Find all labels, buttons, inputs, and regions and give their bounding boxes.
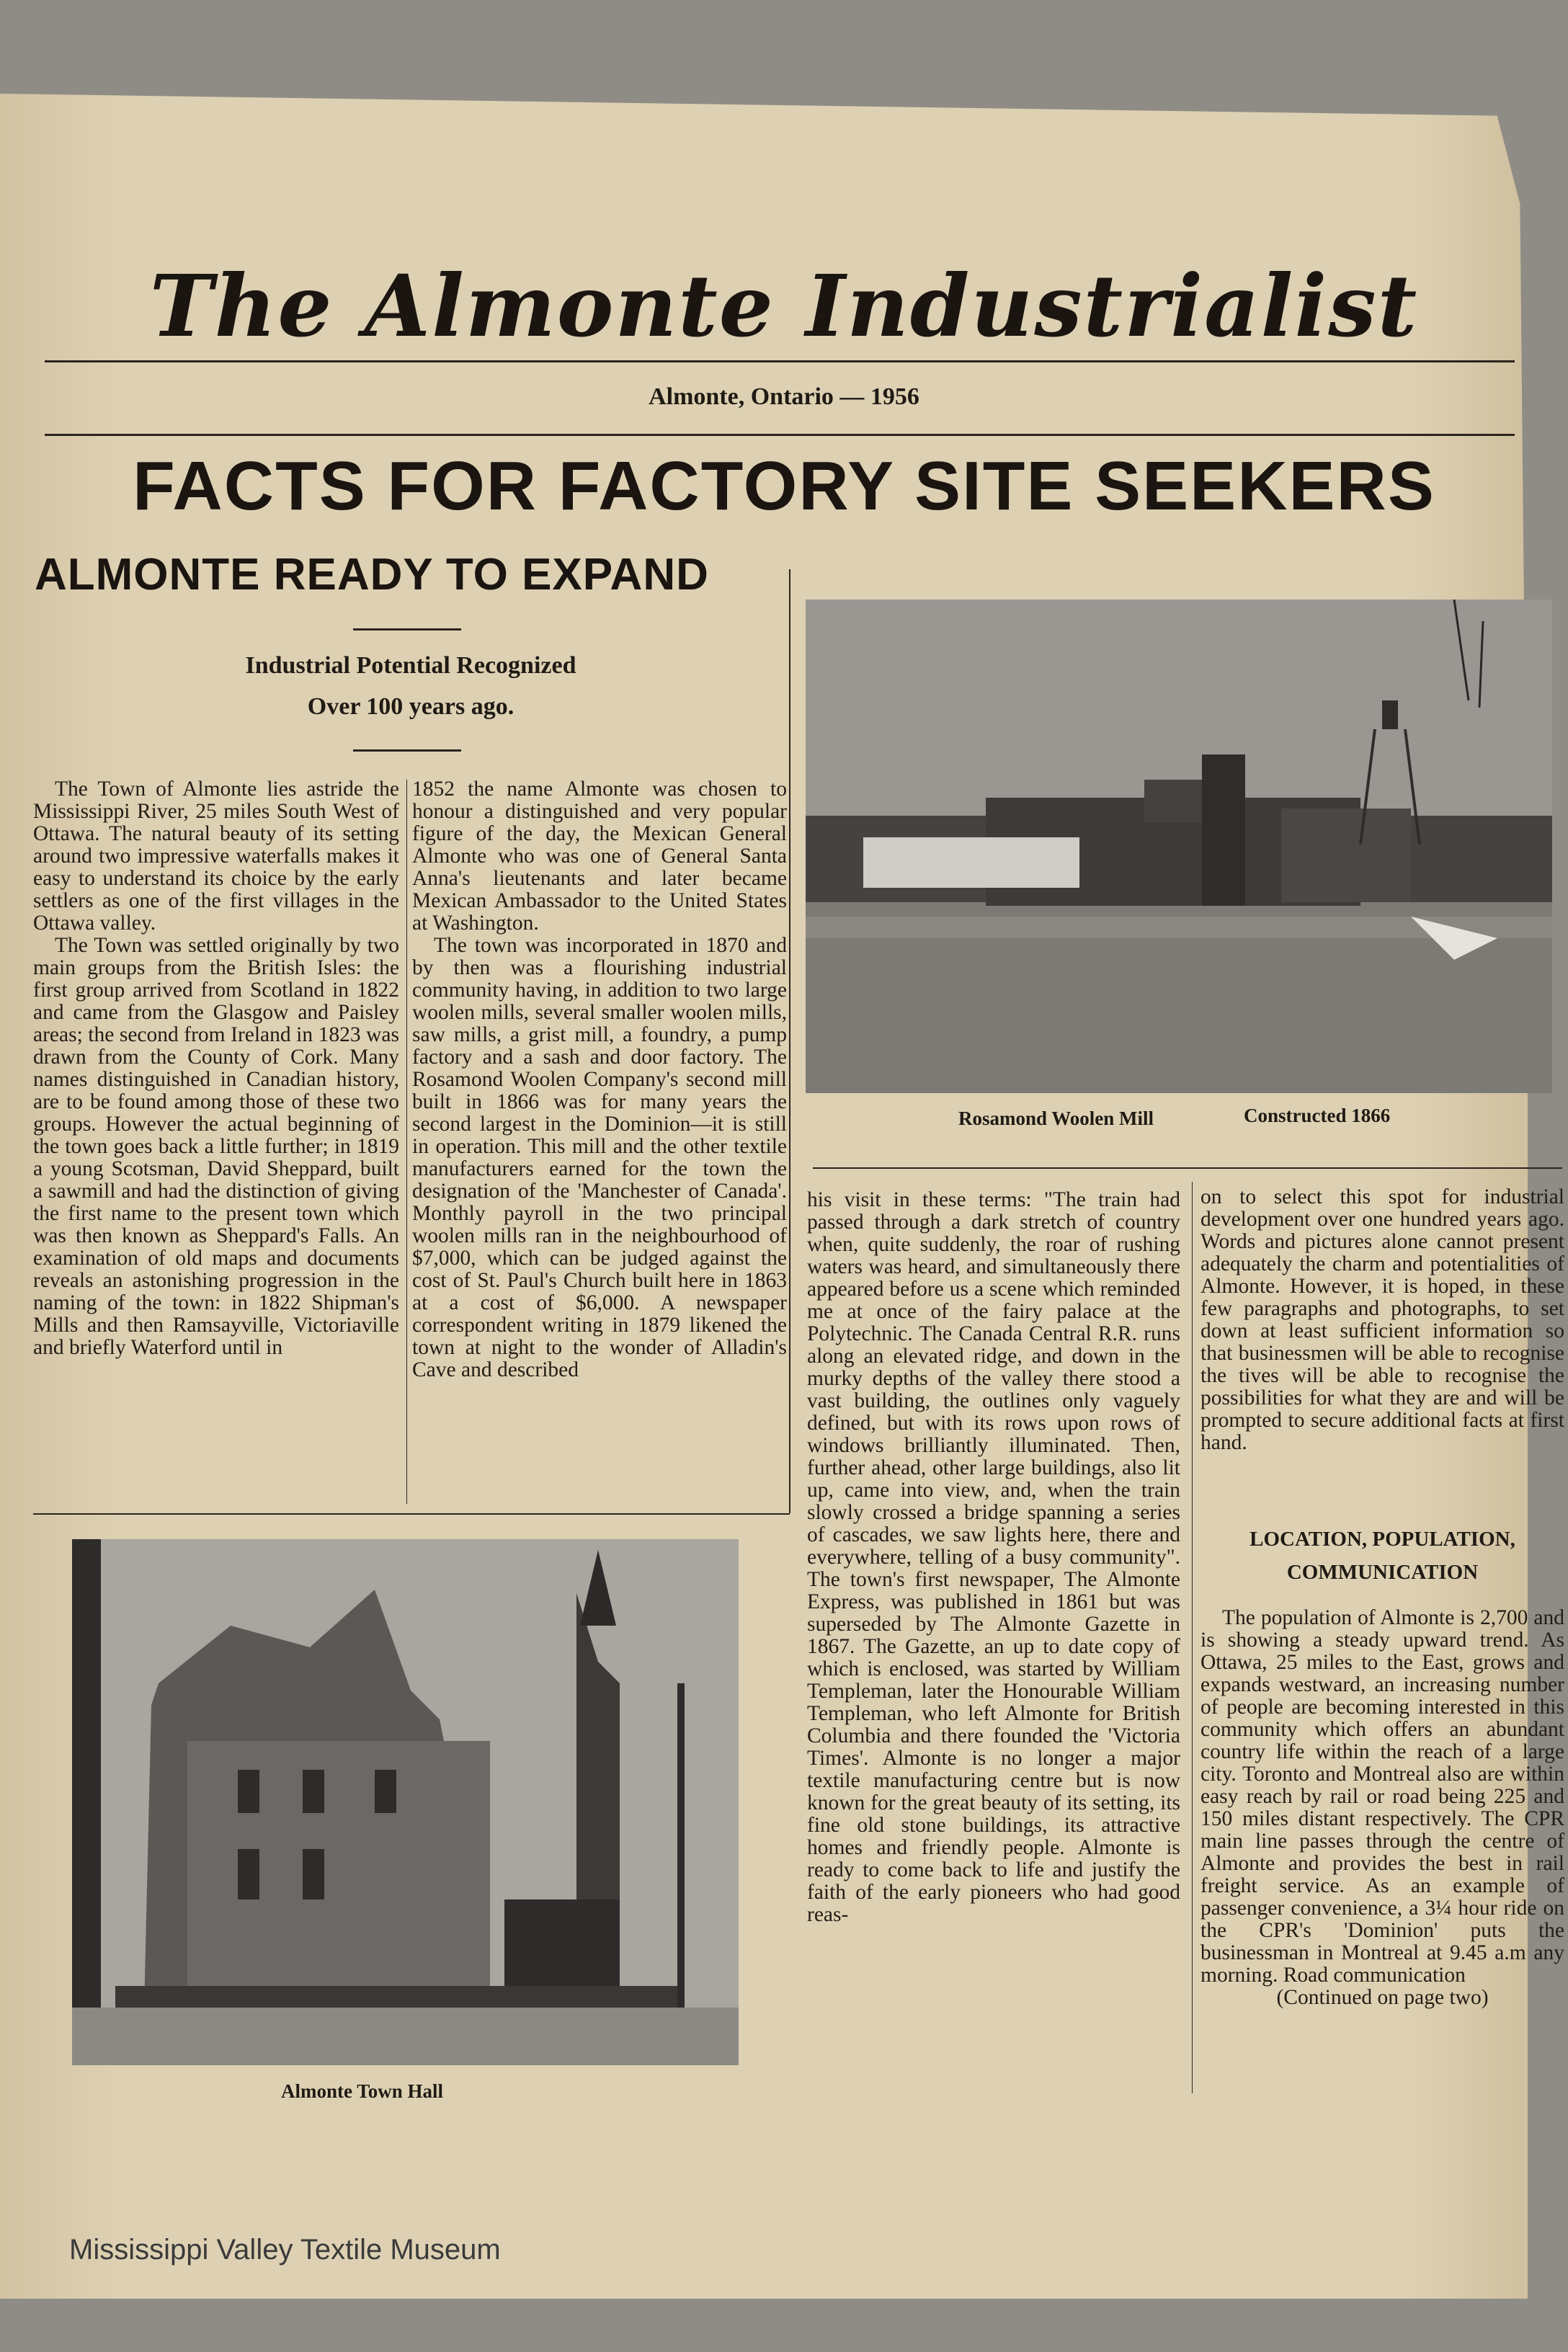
section-rule	[33, 1513, 790, 1515]
short-rule	[353, 628, 461, 631]
article-column-4	[1200, 1186, 1564, 1454]
paragraph: his visit in these terms: "The train had passed through a dark stretch of country when, quite suddenly, the roar of rushing waters was heard, and simultaneously there appeared before us a scene which reminded me at once of the fairy palace at the Polytechnic. The Canada Central R.R. runs along an elevated ridge, and down in the murky depths of the valley there stood a vast building, the outlines only vaguely defined, but with its rows upon rows of windows brilliantly illuminated. Then, further ahead, other large buildings, also lit up, came into view, and, when the train slowly crossed a bridge spanning a series of cascades, we saw lights here, there and everywhere, telling of a busy community". The town's first newspaper, The Almonte Express, was published in 1861 but was superseded by The Almonte Gazette in 1867. The Gazette, an up to date copy of which is enclosed, was started by William Templeman, later the Honourable William Templeman, who left Almonte for British Columbia and there founded the 'Victoria Times'. Almonte is no longer a major textile manufacturing centre but is now known for the great beauty of its setting, its fine old stone buildings, its attractive homes and friendly people. Almonte is ready to come back to life and justify the faith of the early pioneers who had good reas-	[807, 1188, 1180, 1926]
dateline: Almonte, Ontario — 1956	[649, 383, 919, 410]
paragraph: The population of Almonte is 2,700 and is showing a steady upward trend. As Ottawa, 25 miles to the East, grows and expands westward, an increasing number of people are becoming interested in this community which offers an abundant country life within the reach of a large city. Toronto and Montreal also are within easy reach by rail or road being 225 and 150 miles distant respectively. The CPR main line passes through the centre of Almonte and provides the best in rail freight service. As an example of passenger convenience, a 3¼ hour ride on the CPR's 'Dominion' puts the businessman in Montreal at 9.45 a.m any morning. Road communication	[1200, 1606, 1564, 1987]
masthead-rule-top	[45, 360, 1515, 362]
column-divider	[789, 569, 790, 1513]
masthead-title: The Almonte Industrialist	[149, 256, 1419, 356]
paragraph: on to select this spot for industrial development over one hundred years ago. Words and pictures alone cannot present adequately the charm and potentialities of Almonte. However, it is hoped, in these few paragraphs and photographs, to set down at least sufficient information so that businessmen will be able to recognise the tives will be able to recognise the possibilities for what they are and will be prompted to secure additional facts at first hand.	[1200, 1185, 1564, 1454]
column-divider	[1192, 1182, 1193, 2093]
column-divider	[406, 780, 407, 1504]
rosamond-mill-photo	[806, 600, 1552, 1093]
continued-note: (Continued on page two)	[1276, 1986, 1489, 2009]
section-heading-2: COMMUNICATION	[1286, 1561, 1479, 1584]
paragraph: 1852 the name Almonte was chosen to honour a distinguished and very popular figure of the day, the Mexican General Almonte who was one of General Santa Anna's lieutenants and later became Mexican Ambassador to the United States at Washington.	[412, 778, 787, 935]
paragraph: The Town was settled originally by two main groups from the British Isles: the first group arrived from Scotland in 1822 and came from the Glasgow and Paisley areas; the second from Ireland in 1823 was drawn from the County of Cork. Many names distinguished in Canadian history, are to be found among those of these two groups. However the actual beginning of the town goes back a little further; in 1819 a young Scotsman, David Sheppard, built a sawmill and had the distinction of giving the first name to the present town which was then known as Sheppard's Falls. An examination of old maps and documents reveals an astonishing progression in the naming of the town: in 1822 Shipman's Mills and then Ramsayville, Victoriaville and briefly Waterford until in	[33, 934, 399, 1359]
article-column-2	[412, 778, 787, 1381]
town-hall-caption: Almonte Town Hall	[281, 2080, 444, 2102]
section-rule	[813, 1167, 1562, 1169]
mill-caption: Rosamond Woolen Mill	[958, 1108, 1154, 1129]
paragraph: The Town of Almonte lies astride the Mississippi River, 25 miles South West of Ottawa. The natural beauty of its setting around two impressive waterfalls makes it easy to understand its choice by the early settlers as one of the first villages in the Ottawa valley.	[33, 778, 399, 935]
article-column-3	[807, 1189, 1180, 1926]
section-heading-1: LOCATION, POPULATION,	[1250, 1528, 1515, 1551]
paragraph: The town was incorporated in 1870 and by then was a flourishing industrial community having, in addition to two large woolen mills, several smaller woolen mills, saw mills, a grist mill, a foundry, a pump factory and a sash and door factory. The Rosamond Woolen Company's second mill built in 1866 was for many years the second largest in the Dominion—it is still in operation. This mill and the other textile manufacturers earned for the town the designation of the 'Manchester of Canada'. Monthly payroll in the two principal woolen mills ran in the neighbourhood of $7,000, which can be judged against the cost of St. Paul's Church built here in 1863 at a cost of $6,000. A newspaper correspondent writing in 1879 likened the town at night to the wonder of Alladin's Cave and described	[412, 934, 787, 1381]
museum-watermark: Mississippi Valley Textile Museum	[69, 2234, 501, 2266]
mill-caption-date: Constructed 1866	[1244, 1105, 1391, 1126]
article-column-4b	[1200, 1607, 1564, 2009]
subheadline: ALMONTE READY TO EXPAND	[35, 550, 709, 600]
short-rule	[353, 749, 461, 752]
town-hall-photo	[72, 1539, 739, 2065]
article-column-1	[33, 778, 399, 1359]
main-headline: FACTS FOR FACTORY SITE SEEKERS	[133, 447, 1435, 525]
intro-line-1: Industrial Potential Recognized	[245, 652, 576, 679]
intro-line-2: Over 100 years ago.	[307, 693, 514, 720]
masthead-rule-bottom	[45, 434, 1515, 436]
